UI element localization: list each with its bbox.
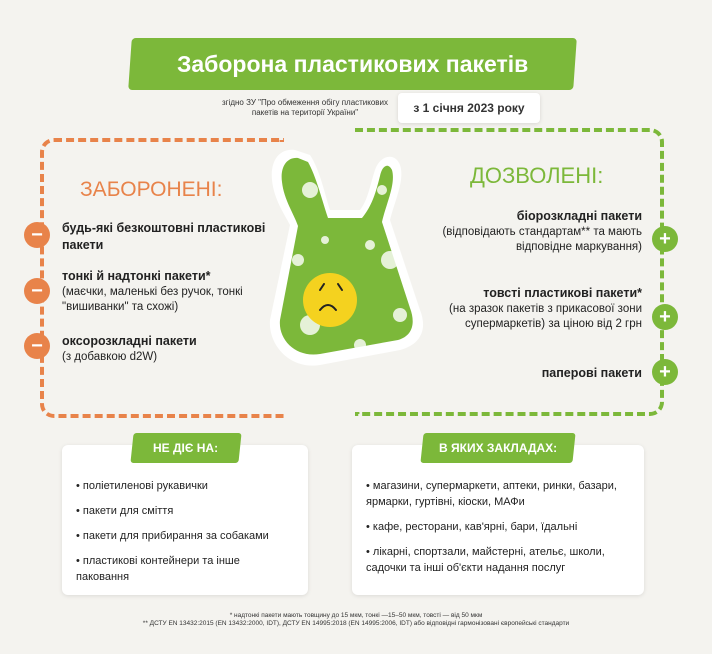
exceptions-card [62, 445, 308, 595]
footnote-2: ** ДСТУ EN 13432:2015 (EN 13432:2000, IDT), ДСТУ EN 14995:2018 (EN 14995:2006, IDT) або відповідні гармонізовані європейські стандарти [142, 620, 570, 628]
footnotes [0, 612, 712, 629]
list-item: • пакети для сміття [76, 504, 174, 517]
minus-icon: − [24, 278, 50, 304]
venues-label: В ЯКИХ ЗАКЛАДАХ: [420, 433, 575, 463]
sad-face [303, 273, 357, 327]
list-item: • пакети для прибирання за собаками [76, 529, 269, 542]
list-item: • магазини, супермаркети, аптеки, ринки, базари, ярмарки, гуртівні, кіоски, МАФи [366, 480, 617, 508]
allowed-item: паперові пакети [541, 366, 642, 380]
allowed-item: товсті пластикові пакети* (на зразок пакетів з прикасової зони супермаркетів) за ціною від 2 грн [449, 286, 642, 331]
plus-icon: + [652, 304, 678, 330]
banned-heading: ЗАБОРОНЕНІ: [80, 178, 223, 201]
plus-icon: + [652, 359, 678, 385]
list-item: • поліетиленові рукавички [76, 480, 208, 492]
minus-icon: − [24, 222, 50, 248]
list-item: • лікарні, спортзали, майстерні, ательє, школи, садочки та інші об'єкти надання послуг [366, 545, 605, 574]
list-item: • пластикові контейнери та інше паковання [76, 554, 240, 583]
footnote-1: * надтонкі пакети мають товщину до 15 мкм, тонкі —15–50 мкм, товсті — від 50 мкм [229, 612, 483, 619]
sad-bag-illustration [250, 140, 430, 380]
exceptions-label: НЕ ДІЄ НА: [130, 433, 241, 463]
page-title: Заборона пластикових пакетів [128, 38, 577, 90]
banned-item: оксорозкладні пакети (з добавкою d2W) [62, 334, 197, 363]
effective-date: з 1 січня 2023 року [398, 93, 540, 123]
banned-item: будь-які безкоштовні пластикові пакети [62, 221, 266, 252]
minus-icon: − [24, 333, 50, 359]
banned-item: тонкі й надтонкі пакети* (маєчки, маленькі без ручок, тонкі "вишиванки" та схожі) [62, 269, 243, 314]
list-item: • кафе, ресторани, кав'ярні, бари, їдальні [366, 520, 578, 533]
venues-card [352, 445, 644, 595]
allowed-heading: ДОЗВОЛЕНІ: [470, 163, 604, 188]
allowed-item: біорозкладні пакети (відповідають стандартам** та мають відповідне маркування) [442, 209, 642, 254]
plus-icon: + [652, 226, 678, 252]
law-reference: згідно ЗУ "Про обмеження обігу пластикових пакетів на території України" [221, 98, 389, 118]
